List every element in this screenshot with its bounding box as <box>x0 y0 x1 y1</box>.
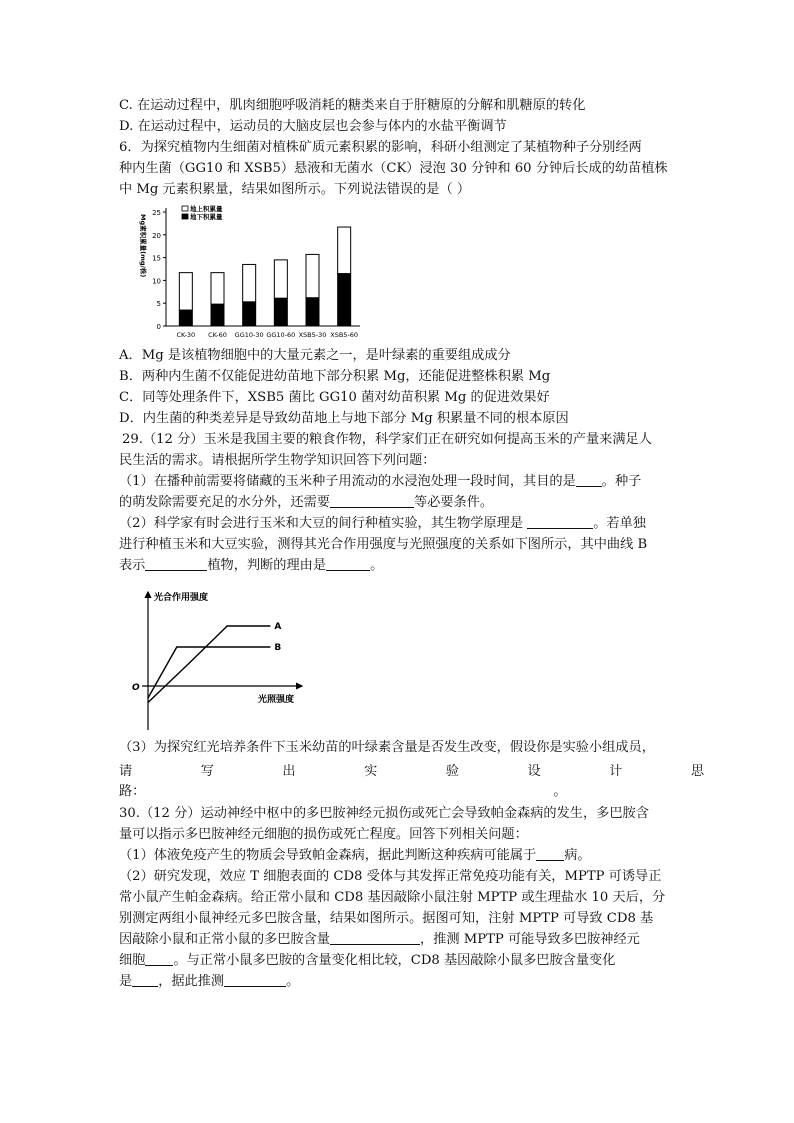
q30-part2-text-g: 。与正常小鼠多巴胺的含量变化相比较，CD8 基因敲除小鼠多巴胺含量变化 <box>173 953 616 968</box>
series-label-B: B <box>274 643 282 653</box>
bar-segment <box>179 273 192 310</box>
q29-stem-line-1: 29.（12 分）玉米是我国主要的粮食作物，科学家们正在研究如何提高玉米的产量来满足人 <box>122 432 652 447</box>
q30-part1-line <box>119 846 679 866</box>
legend-swatch <box>182 206 188 211</box>
x-tick-label: GG10-60 <box>266 331 296 339</box>
y-tick-label: 15 <box>152 254 161 263</box>
q29-part3-char: 设 <box>527 764 541 779</box>
q30-stem-line-1: 30.（12 分）运动神经中枢中的多巴胺神经元损伤或死亡会导致帕金森病的发生，多巴胺含 <box>119 806 649 821</box>
q29-stem-line-2: 民生活的需求。请根据所学生物学知识回答下列问题： <box>119 453 436 468</box>
q29-part3-char: 出 <box>282 764 296 779</box>
bar-segment <box>338 274 351 326</box>
y-tick-label: 5 <box>156 300 161 309</box>
bar-segment <box>306 298 319 326</box>
q29-part3-char: 验 <box>445 764 459 779</box>
q29-part3-char: 请 <box>119 764 133 779</box>
bar-segment <box>274 298 287 326</box>
y-tick-label: 10 <box>152 277 161 286</box>
x-tick-label: CK-30 <box>176 331 196 339</box>
q30-stem-line-2: 量可以指示多巴胺神经元细胞的损伤或死亡程度。回答下列相关问题： <box>119 827 528 842</box>
q30-part2-text-e: ，推测 MPTP 可能导致多巴胺神经元 <box>420 932 640 947</box>
q6-stem-line-2: 种内生菌（GG10 和 XSB5）悬液和无菌水（CK）浸泡 30 分钟和 60 分钟后长成的幼苗植株 <box>119 161 668 176</box>
q30-part2-line-4 <box>119 930 679 950</box>
bar-segment <box>211 304 224 326</box>
q29-part3-line-2 <box>119 762 704 782</box>
answer-blank[interactable] <box>145 782 553 797</box>
bar-segment <box>179 310 192 326</box>
q6-option-a: A．Mg 是该植物细胞中的大量元素之一，是叶绿素的重要组成成分 <box>119 348 511 363</box>
y-axis-label: Mg素积累量(mg/株) <box>139 214 147 278</box>
q29-part2-text-f: 。 <box>370 558 384 573</box>
photosynthesis-line-chart <box>128 584 308 734</box>
q29-part2-text-d: 表示 <box>119 558 146 573</box>
bar-segment <box>338 227 351 274</box>
q29-part1-line-1 <box>119 472 679 492</box>
x-tick-label: XSB5-30 <box>298 331 327 339</box>
y-axis-label: 光合作用强度 <box>154 593 209 603</box>
answer-blank[interactable] <box>145 556 207 571</box>
q30-part2-text-d: 因敲除小鼠和正常小鼠的多巴胺含量 <box>119 932 330 947</box>
q6-stem-line-3: 中 Mg 元素积累量，结果如图所示。下列说法错误的是（ ） <box>119 182 471 197</box>
answer-blank[interactable] <box>132 972 158 987</box>
x-tick-label: CK-60 <box>208 331 227 339</box>
q29-part1-text-a: （1）在播种前需要将储藏的玉米种子用流动的水浸泡处理一段时间，其目的是 <box>119 474 576 489</box>
bar-segment <box>274 260 287 298</box>
q30-part2-text-h: 是 <box>119 974 133 989</box>
q29-part2-line-2: 进行种植玉米和大豆实验，测得其光合作用强度与光照强度的关系如下图所示，其中曲线 B <box>119 537 648 552</box>
q30-part2-line-3: 别测定两组小鼠神经元多巴胺含量，结果如图所示。据图可知，注射 MPTP 可导致 CD8 基 <box>119 911 654 926</box>
q29-part2-line-1 <box>119 514 679 534</box>
q29-part2-text-b: 。若单独 <box>593 516 646 531</box>
y-tick-label: 20 <box>152 231 161 240</box>
q29-part1-text-d: 等必要条件。 <box>414 495 494 510</box>
origin-label: O <box>132 683 140 693</box>
q29-part1-text-c: 的萌发除需要充足的水分外，还需要 <box>119 495 330 510</box>
q30-part2-line-6 <box>119 972 679 992</box>
q6-option-d: D．内生菌的种类差异是导致幼苗地上与地下部分 Mg 积累量不同的根本原因 <box>119 411 569 426</box>
legend-swatch <box>182 214 188 219</box>
q6-option-b: B．两种内生菌不仅能促进幼苗地下部分积累 Mg，还能促进整株积累 Mg <box>119 369 551 384</box>
q29-part2-text-a: （2）科学家有时会进行玉米和大豆的间行种植实验，其生物学原理是 <box>119 516 524 531</box>
q30-part2-line-5 <box>119 951 679 971</box>
legend-label: 地上积累量 <box>190 205 223 213</box>
q29-part1-line-2 <box>119 493 679 513</box>
bar-segment <box>243 264 256 301</box>
y-tick-label: 25 <box>152 209 161 217</box>
x-tick-label: GG10-30 <box>234 331 264 339</box>
bar-segment <box>306 254 319 297</box>
answer-blank[interactable] <box>527 514 593 529</box>
q30-part2-line-1: （2）研究发现，效应 T 细胞表面的 CD8 受体与其发挥正常免疫功能有关，MPTP 可诱导正 <box>119 869 662 884</box>
q5-option-c: C. 在运动过程中，肌肉细胞呼吸消耗的糖类来自于肝糖原的分解和肌糖原的转化 <box>119 98 586 113</box>
q29-part3-text-c: 路： <box>119 784 146 799</box>
series-line-B <box>148 647 270 698</box>
q30-part2-line-2: 常小鼠产生帕金森病。给正常小鼠和 CD8 基因敲除小鼠注射 MPTP 或生理盐水 10 天后，分 <box>119 890 666 905</box>
answer-blank[interactable] <box>330 930 420 945</box>
q29-part3-char: 思 <box>690 764 704 779</box>
q29-part3-line-1: （3）为探究红光培养条件下玉米幼苗的叶绿素含量是否发生改变，假设你是实验小组成员， <box>119 740 655 755</box>
legend-label: 地下积累量 <box>190 213 223 221</box>
answer-blank[interactable] <box>576 472 602 487</box>
bar-segment <box>211 273 224 304</box>
q29-part3-line-3 <box>119 782 719 802</box>
x-axis-label: 光照强度 <box>258 695 295 705</box>
series-label-A: A <box>274 622 282 632</box>
bar-segment <box>243 302 256 326</box>
x-tick-label: XSB5-60 <box>330 331 359 339</box>
q29-part2-text-e: 植物，判断的理由是 <box>207 558 327 573</box>
q5-option-d: D. 在运动过程中，运动员的大脑皮层也会参与体内的水盐平衡调节 <box>119 119 507 134</box>
q29-part3-char: 写 <box>200 764 214 779</box>
mg-accumulation-bar-chart <box>132 202 364 346</box>
q30-part2-text-j: 。 <box>286 974 300 989</box>
q29-part3-text-d: 。 <box>553 784 567 799</box>
q30-part2-text-f: 细胞 <box>119 953 146 968</box>
q29-part3-char: 计 <box>609 764 623 779</box>
q30-part1-text-a: （1）体液免疫产生的物质会导致帕金森病，据此判断这种疾病可能属于 <box>119 848 537 863</box>
q6-option-c: C．同等处理条件下，XSB5 菌比 GG10 菌对幼苗积累 Mg 的促进效果好 <box>119 390 550 405</box>
q29-part2-line-3 <box>119 556 679 576</box>
q30-part1-text-b: 病。 <box>564 848 591 863</box>
y-tick-label: 0 <box>156 323 161 331</box>
answer-blank[interactable] <box>145 951 173 966</box>
q29-part1-text-b: 。种子 <box>601 474 642 489</box>
answer-blank[interactable] <box>326 556 370 571</box>
answer-blank[interactable] <box>224 972 286 987</box>
q30-part2-text-i: ，据此推测 <box>158 974 225 989</box>
q6-stem-line-1: 6．为探究植物内生细菌对植株矿质元素积累的影响，科研小组测定了某植物种子分别经两 <box>119 140 642 155</box>
q29-part3-char: 实 <box>364 764 378 779</box>
answer-blank[interactable] <box>330 493 414 508</box>
answer-blank[interactable] <box>536 846 564 861</box>
